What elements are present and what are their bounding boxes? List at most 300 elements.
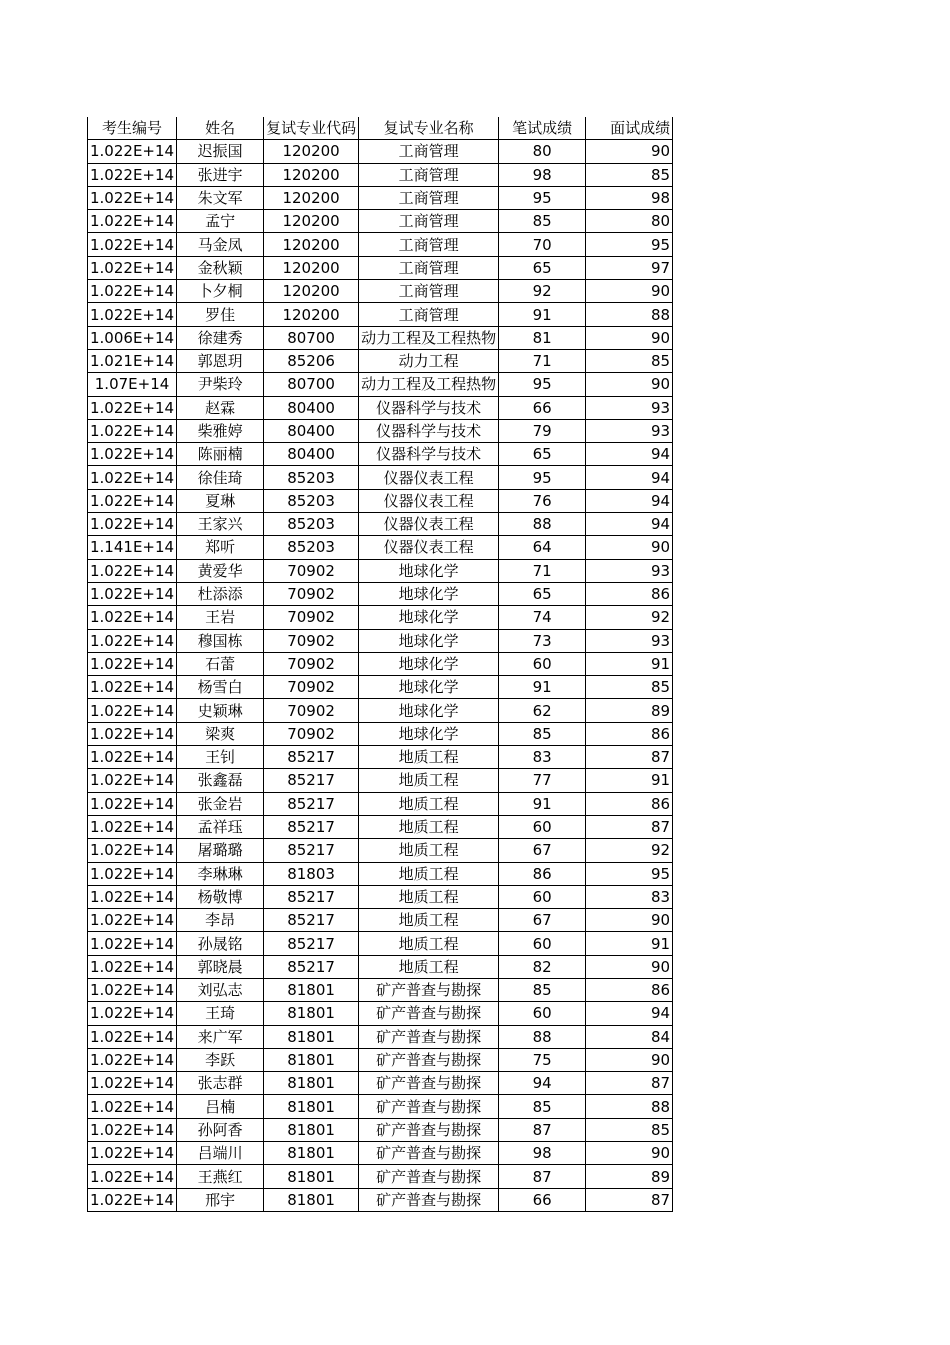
cell-major: 动力工程及工程热物 [359, 373, 499, 396]
header-interview: 面试成绩 [586, 117, 673, 140]
cell-written: 98 [499, 1142, 586, 1165]
cell-major: 地球化学 [359, 629, 499, 652]
cell-written: 94 [499, 1072, 586, 1095]
cell-interview: 85 [586, 676, 673, 699]
cell-written: 95 [499, 186, 586, 209]
cell-name: 陈丽楠 [177, 443, 264, 466]
cell-code: 81801 [264, 1118, 359, 1141]
cell-name: 朱文军 [177, 186, 264, 209]
header-id: 考生编号 [88, 117, 177, 140]
cell-id: 1.022E+14 [88, 1072, 177, 1095]
cell-name: 马金凤 [177, 233, 264, 256]
cell-written: 60 [499, 932, 586, 955]
cell-code: 80400 [264, 419, 359, 442]
table-row [88, 489, 673, 512]
cell-code: 120200 [264, 233, 359, 256]
cell-written: 74 [499, 606, 586, 629]
cell-id: 1.022E+14 [88, 629, 177, 652]
cell-id: 1.022E+14 [88, 932, 177, 955]
cell-interview: 97 [586, 256, 673, 279]
cell-id: 1.022E+14 [88, 233, 177, 256]
cell-id: 1.022E+14 [88, 256, 177, 279]
cell-major: 地球化学 [359, 699, 499, 722]
cell-name: 孟宁 [177, 210, 264, 233]
table-row [88, 1188, 673, 1211]
cell-major: 工商管理 [359, 280, 499, 303]
cell-id: 1.022E+14 [88, 1188, 177, 1211]
cell-name: 李琳琳 [177, 862, 264, 885]
table-row [88, 1025, 673, 1048]
cell-interview: 86 [586, 792, 673, 815]
cell-interview: 90 [586, 1142, 673, 1165]
cell-written: 71 [499, 349, 586, 372]
cell-written: 67 [499, 839, 586, 862]
cell-major: 矿产普查与勘探 [359, 1048, 499, 1071]
table-row [88, 792, 673, 815]
cell-id: 1.022E+14 [88, 489, 177, 512]
cell-name: 黄爱华 [177, 559, 264, 582]
cell-code: 85217 [264, 792, 359, 815]
cell-id: 1.141E+14 [88, 536, 177, 559]
table-row [88, 629, 673, 652]
table-row [88, 722, 673, 745]
cell-code: 81801 [264, 1165, 359, 1188]
cell-major: 矿产普查与勘探 [359, 1002, 499, 1025]
cell-written: 79 [499, 419, 586, 442]
cell-major: 仪器仪表工程 [359, 513, 499, 536]
cell-code: 85217 [264, 815, 359, 838]
cell-id: 1.022E+14 [88, 746, 177, 769]
cell-code: 81803 [264, 862, 359, 885]
cell-interview: 94 [586, 489, 673, 512]
cell-major: 矿产普查与勘探 [359, 1025, 499, 1048]
header-major: 复试专业名称 [359, 117, 499, 140]
cell-major: 仪器科学与技术 [359, 419, 499, 442]
header-written: 笔试成绩 [499, 117, 586, 140]
cell-name: 吕楠 [177, 1095, 264, 1118]
cell-interview: 90 [586, 909, 673, 932]
cell-id: 1.022E+14 [88, 978, 177, 1001]
cell-major: 仪器仪表工程 [359, 489, 499, 512]
cell-id: 1.022E+14 [88, 1142, 177, 1165]
table-row [88, 513, 673, 536]
cell-id: 1.022E+14 [88, 839, 177, 862]
cell-major: 动力工程及工程热物 [359, 326, 499, 349]
cell-name: 王燕红 [177, 1165, 264, 1188]
cell-interview: 90 [586, 373, 673, 396]
cell-major: 矿产普查与勘探 [359, 1095, 499, 1118]
cell-major: 矿产普查与勘探 [359, 1165, 499, 1188]
cell-name: 徐佳琦 [177, 466, 264, 489]
cell-name: 张金岩 [177, 792, 264, 815]
cell-code: 80400 [264, 443, 359, 466]
cell-name: 孟祥珏 [177, 815, 264, 838]
cell-major: 工商管理 [359, 186, 499, 209]
cell-major: 仪器仪表工程 [359, 466, 499, 489]
cell-interview: 86 [586, 582, 673, 605]
cell-interview: 93 [586, 629, 673, 652]
cell-name: 徐建秀 [177, 326, 264, 349]
cell-written: 60 [499, 652, 586, 675]
cell-code: 80400 [264, 396, 359, 419]
cell-written: 64 [499, 536, 586, 559]
cell-id: 1.006E+14 [88, 326, 177, 349]
cell-code: 120200 [264, 163, 359, 186]
cell-major: 地球化学 [359, 582, 499, 605]
cell-written: 66 [499, 1188, 586, 1211]
cell-written: 95 [499, 373, 586, 396]
cell-name: 邢宇 [177, 1188, 264, 1211]
cell-code: 70902 [264, 559, 359, 582]
cell-id: 1.022E+14 [88, 606, 177, 629]
cell-name: 李跃 [177, 1048, 264, 1071]
table-row [88, 769, 673, 792]
cell-name: 柴雅婷 [177, 419, 264, 442]
cell-code: 85217 [264, 746, 359, 769]
header-name: 姓名 [177, 117, 264, 140]
score-table [87, 117, 673, 1212]
cell-name: 杜添添 [177, 582, 264, 605]
cell-id: 1.022E+14 [88, 443, 177, 466]
cell-interview: 88 [586, 303, 673, 326]
cell-written: 65 [499, 582, 586, 605]
cell-major: 动力工程 [359, 349, 499, 372]
cell-major: 地质工程 [359, 909, 499, 932]
cell-major: 仪器仪表工程 [359, 536, 499, 559]
cell-written: 60 [499, 885, 586, 908]
cell-interview: 87 [586, 815, 673, 838]
cell-code: 81801 [264, 1188, 359, 1211]
cell-code: 85217 [264, 885, 359, 908]
cell-code: 81801 [264, 1025, 359, 1048]
cell-id: 1.022E+14 [88, 210, 177, 233]
cell-code: 85206 [264, 349, 359, 372]
cell-major: 地球化学 [359, 559, 499, 582]
cell-name: 穆国栋 [177, 629, 264, 652]
cell-code: 85203 [264, 536, 359, 559]
cell-name: 王家兴 [177, 513, 264, 536]
cell-interview: 89 [586, 699, 673, 722]
cell-name: 杨敬博 [177, 885, 264, 908]
cell-code: 85217 [264, 932, 359, 955]
table-row [88, 419, 673, 442]
cell-interview: 87 [586, 1188, 673, 1211]
cell-written: 85 [499, 722, 586, 745]
cell-id: 1.022E+14 [88, 769, 177, 792]
cell-written: 87 [499, 1118, 586, 1141]
table-row [88, 163, 673, 186]
cell-name: 罗佳 [177, 303, 264, 326]
cell-code: 120200 [264, 256, 359, 279]
cell-name: 夏琳 [177, 489, 264, 512]
cell-code: 70902 [264, 606, 359, 629]
cell-major: 地球化学 [359, 652, 499, 675]
cell-written: 88 [499, 1025, 586, 1048]
cell-written: 91 [499, 303, 586, 326]
cell-name: 吕端川 [177, 1142, 264, 1165]
cell-name: 王岩 [177, 606, 264, 629]
cell-interview: 87 [586, 746, 673, 769]
cell-name: 王琦 [177, 1002, 264, 1025]
cell-name: 屠璐璐 [177, 839, 264, 862]
table-row [88, 676, 673, 699]
cell-written: 86 [499, 862, 586, 885]
cell-written: 85 [499, 1095, 586, 1118]
cell-id: 1.021E+14 [88, 349, 177, 372]
table-row [88, 839, 673, 862]
cell-code: 85203 [264, 513, 359, 536]
cell-interview: 90 [586, 536, 673, 559]
cell-code: 85217 [264, 909, 359, 932]
cell-interview: 94 [586, 1002, 673, 1025]
cell-id: 1.022E+14 [88, 559, 177, 582]
cell-major: 矿产普查与勘探 [359, 1142, 499, 1165]
header-row [88, 117, 673, 140]
cell-interview: 92 [586, 606, 673, 629]
table-row [88, 909, 673, 932]
cell-interview: 85 [586, 163, 673, 186]
cell-major: 矿产普查与勘探 [359, 1072, 499, 1095]
cell-major: 矿产普查与勘探 [359, 1188, 499, 1211]
cell-written: 66 [499, 396, 586, 419]
cell-written: 92 [499, 280, 586, 303]
cell-major: 工商管理 [359, 256, 499, 279]
table-row [88, 1048, 673, 1071]
cell-name: 张进宇 [177, 163, 264, 186]
cell-name: 孙晟铭 [177, 932, 264, 955]
cell-code: 85203 [264, 466, 359, 489]
cell-written: 95 [499, 466, 586, 489]
cell-id: 1.07E+14 [88, 373, 177, 396]
cell-id: 1.022E+14 [88, 513, 177, 536]
cell-id: 1.022E+14 [88, 163, 177, 186]
cell-id: 1.022E+14 [88, 792, 177, 815]
cell-interview: 98 [586, 186, 673, 209]
table-row [88, 280, 673, 303]
cell-major: 工商管理 [359, 163, 499, 186]
cell-code: 80700 [264, 373, 359, 396]
cell-major: 工商管理 [359, 303, 499, 326]
cell-written: 60 [499, 815, 586, 838]
cell-written: 91 [499, 676, 586, 699]
cell-code: 81801 [264, 1095, 359, 1118]
cell-name: 张鑫磊 [177, 769, 264, 792]
cell-name: 王钊 [177, 746, 264, 769]
cell-code: 81801 [264, 1002, 359, 1025]
table-row [88, 256, 673, 279]
cell-code: 70902 [264, 676, 359, 699]
cell-written: 81 [499, 326, 586, 349]
table-row [88, 443, 673, 466]
cell-code: 70902 [264, 722, 359, 745]
cell-id: 1.022E+14 [88, 280, 177, 303]
cell-interview: 93 [586, 559, 673, 582]
cell-name: 郑听 [177, 536, 264, 559]
table-row [88, 932, 673, 955]
cell-major: 工商管理 [359, 140, 499, 163]
cell-id: 1.022E+14 [88, 909, 177, 932]
cell-interview: 86 [586, 722, 673, 745]
cell-interview: 88 [586, 1095, 673, 1118]
cell-major: 地质工程 [359, 955, 499, 978]
cell-major: 地质工程 [359, 815, 499, 838]
cell-interview: 90 [586, 140, 673, 163]
cell-written: 65 [499, 256, 586, 279]
cell-written: 98 [499, 163, 586, 186]
cell-interview: 92 [586, 839, 673, 862]
table-row [88, 373, 673, 396]
cell-code: 81801 [264, 978, 359, 1001]
cell-code: 85217 [264, 769, 359, 792]
cell-code: 120200 [264, 186, 359, 209]
cell-id: 1.022E+14 [88, 885, 177, 908]
cell-written: 70 [499, 233, 586, 256]
cell-name: 迟振国 [177, 140, 264, 163]
cell-major: 地质工程 [359, 862, 499, 885]
cell-interview: 85 [586, 1118, 673, 1141]
cell-id: 1.022E+14 [88, 582, 177, 605]
table-row [88, 466, 673, 489]
cell-id: 1.022E+14 [88, 1118, 177, 1141]
cell-written: 77 [499, 769, 586, 792]
cell-name: 杨雪白 [177, 676, 264, 699]
table-row [88, 233, 673, 256]
table-row [88, 815, 673, 838]
cell-id: 1.022E+14 [88, 955, 177, 978]
cell-code: 81801 [264, 1072, 359, 1095]
cell-name: 史颖琳 [177, 699, 264, 722]
cell-interview: 91 [586, 932, 673, 955]
cell-interview: 90 [586, 326, 673, 349]
cell-major: 仪器科学与技术 [359, 443, 499, 466]
cell-code: 70902 [264, 699, 359, 722]
cell-name: 金秋颖 [177, 256, 264, 279]
cell-major: 地球化学 [359, 722, 499, 745]
cell-code: 120200 [264, 303, 359, 326]
cell-name: 刘弘志 [177, 978, 264, 1001]
cell-name: 石蕾 [177, 652, 264, 675]
cell-major: 地质工程 [359, 885, 499, 908]
table-row [88, 1002, 673, 1025]
cell-written: 87 [499, 1165, 586, 1188]
cell-written: 82 [499, 955, 586, 978]
cell-code: 81801 [264, 1048, 359, 1071]
cell-code: 85203 [264, 489, 359, 512]
cell-major: 地质工程 [359, 769, 499, 792]
cell-interview: 91 [586, 652, 673, 675]
table-row [88, 1118, 673, 1141]
cell-code: 85217 [264, 955, 359, 978]
cell-id: 1.022E+14 [88, 1048, 177, 1071]
cell-written: 60 [499, 1002, 586, 1025]
table-row [88, 1165, 673, 1188]
cell-code: 120200 [264, 140, 359, 163]
cell-interview: 90 [586, 1048, 673, 1071]
table-row [88, 1095, 673, 1118]
cell-code: 85217 [264, 839, 359, 862]
cell-interview: 90 [586, 955, 673, 978]
cell-written: 62 [499, 699, 586, 722]
cell-written: 88 [499, 513, 586, 536]
table-row [88, 652, 673, 675]
table-row [88, 326, 673, 349]
table-row [88, 862, 673, 885]
cell-major: 地球化学 [359, 676, 499, 699]
cell-id: 1.022E+14 [88, 722, 177, 745]
cell-id: 1.022E+14 [88, 862, 177, 885]
cell-code: 70902 [264, 582, 359, 605]
cell-written: 76 [499, 489, 586, 512]
cell-written: 85 [499, 210, 586, 233]
cell-interview: 84 [586, 1025, 673, 1048]
cell-written: 80 [499, 140, 586, 163]
cell-written: 83 [499, 746, 586, 769]
table-row [88, 140, 673, 163]
cell-id: 1.022E+14 [88, 652, 177, 675]
cell-id: 1.022E+14 [88, 1002, 177, 1025]
table-row [88, 1142, 673, 1165]
table-row [88, 349, 673, 372]
cell-interview: 80 [586, 210, 673, 233]
table-row [88, 606, 673, 629]
cell-id: 1.022E+14 [88, 419, 177, 442]
cell-major: 工商管理 [359, 233, 499, 256]
cell-code: 120200 [264, 280, 359, 303]
cell-major: 仪器科学与技术 [359, 396, 499, 419]
cell-id: 1.022E+14 [88, 1025, 177, 1048]
cell-major: 矿产普查与勘探 [359, 1118, 499, 1141]
cell-written: 65 [499, 443, 586, 466]
cell-name: 来广军 [177, 1025, 264, 1048]
cell-interview: 83 [586, 885, 673, 908]
cell-code: 81801 [264, 1142, 359, 1165]
cell-name: 郭晓晨 [177, 955, 264, 978]
table-row [88, 699, 673, 722]
header-code: 复试专业代码 [264, 117, 359, 140]
table-row [88, 396, 673, 419]
cell-interview: 87 [586, 1072, 673, 1095]
cell-written: 85 [499, 978, 586, 1001]
cell-written: 73 [499, 629, 586, 652]
cell-major: 地质工程 [359, 932, 499, 955]
cell-interview: 89 [586, 1165, 673, 1188]
cell-id: 1.022E+14 [88, 140, 177, 163]
cell-id: 1.022E+14 [88, 396, 177, 419]
cell-id: 1.022E+14 [88, 1165, 177, 1188]
table-row [88, 955, 673, 978]
cell-major: 矿产普查与勘探 [359, 978, 499, 1001]
cell-id: 1.022E+14 [88, 699, 177, 722]
cell-interview: 95 [586, 233, 673, 256]
table-row [88, 186, 673, 209]
cell-name: 郭恩玥 [177, 349, 264, 372]
cell-interview: 94 [586, 466, 673, 489]
table-row [88, 210, 673, 233]
cell-id: 1.022E+14 [88, 466, 177, 489]
cell-interview: 95 [586, 862, 673, 885]
cell-major: 地质工程 [359, 746, 499, 769]
table-row [88, 746, 673, 769]
cell-id: 1.022E+14 [88, 676, 177, 699]
cell-name: 梁爽 [177, 722, 264, 745]
cell-major: 地球化学 [359, 606, 499, 629]
cell-code: 70902 [264, 629, 359, 652]
cell-id: 1.022E+14 [88, 1095, 177, 1118]
cell-name: 赵霖 [177, 396, 264, 419]
cell-name: 李昂 [177, 909, 264, 932]
cell-interview: 94 [586, 443, 673, 466]
cell-interview: 93 [586, 419, 673, 442]
